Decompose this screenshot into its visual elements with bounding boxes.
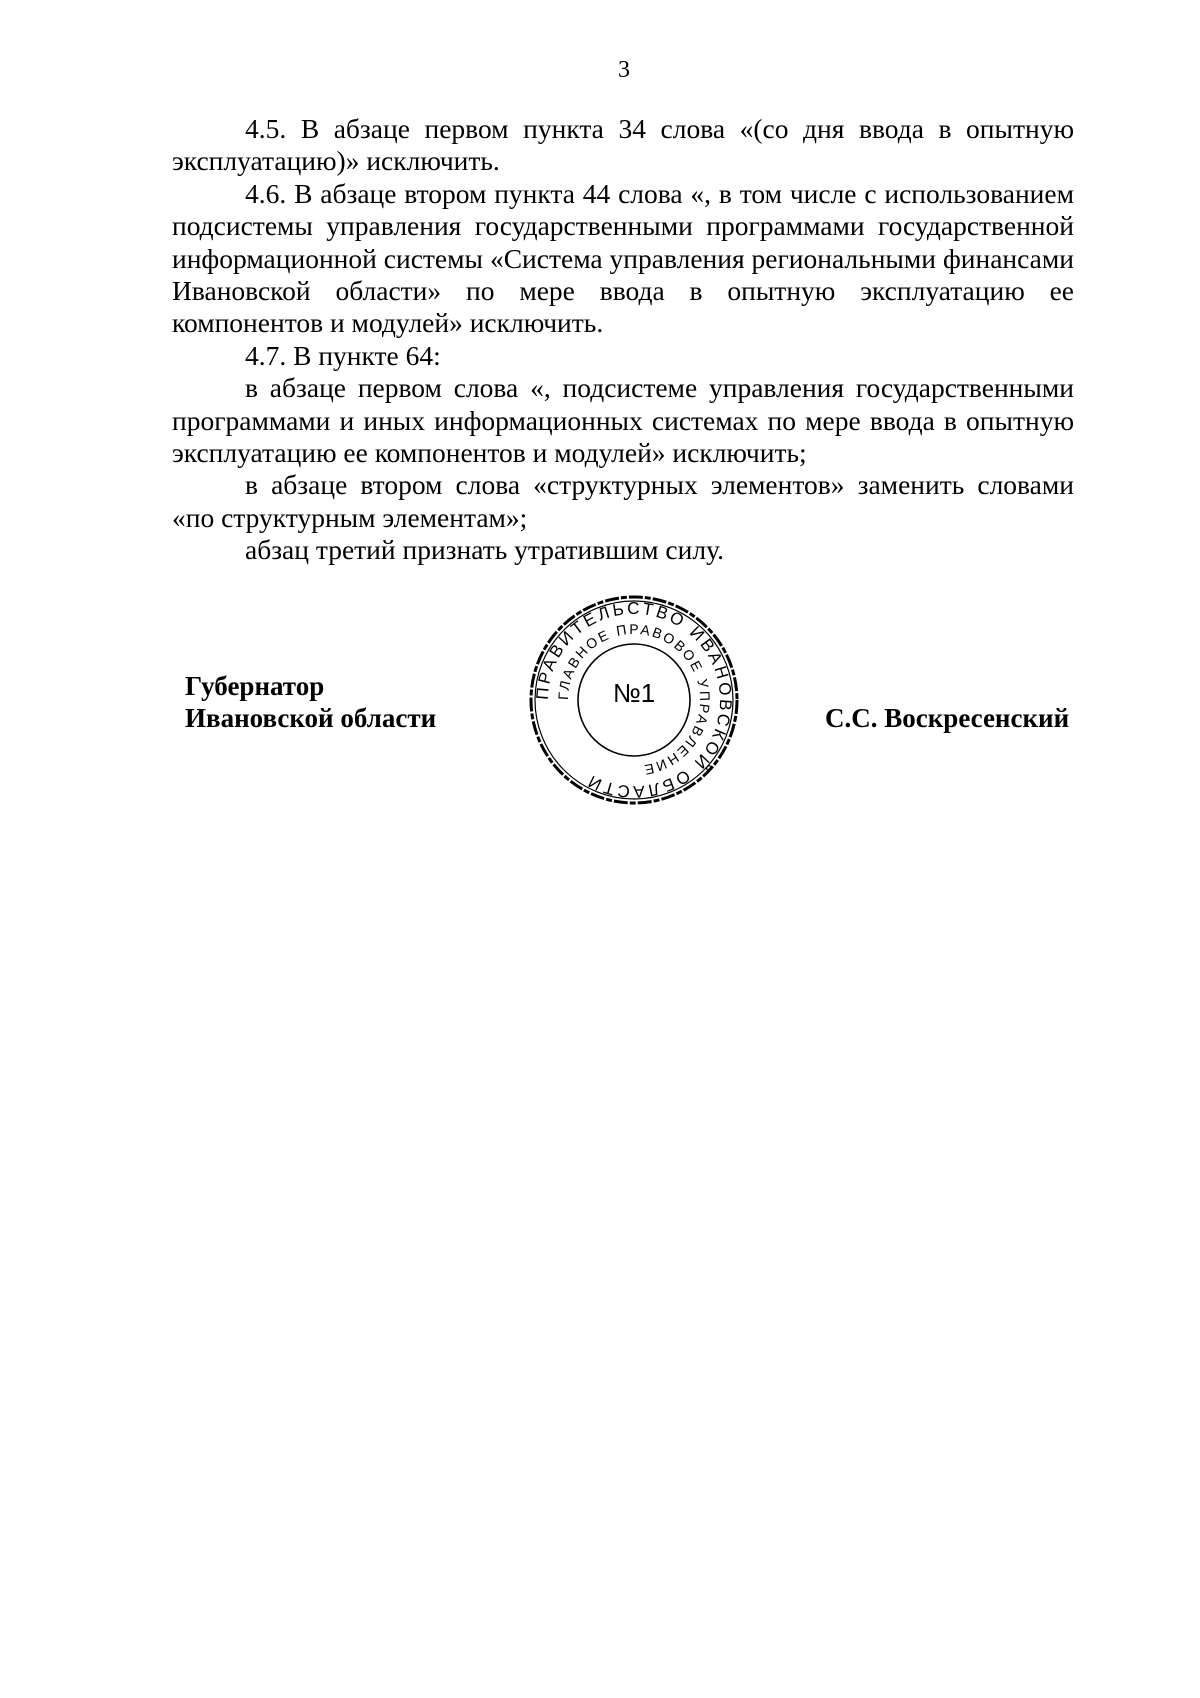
page-number: 3	[618, 57, 630, 83]
stamp-inner-text: ГЛАВНОЕ ПРАВОВОЕ УПРАВЛЕНИЕ	[554, 620, 714, 779]
signatory-region: Ивановской области	[185, 703, 437, 733]
signatory-title: Губернатор	[185, 671, 325, 701]
stamp-outer-text: ПРАВИТЕЛЬСТВО ИВАНОВСКОЙ ОБЛАСТИ	[532, 598, 736, 802]
paragraph-4-7-item-2: в абзаце втором слова «структурных элементов» заменить словами «по структурным элементам»;	[172, 469, 1074, 533]
paragraph-4-7-item-1: в абзаце первом слова «, подсистеме управления государственными программами и иных информационных системах по мере ввода в опытную эксплуатацию ее компонентов и модулей» исключить;	[172, 372, 1074, 469]
signatory-name: С.С. Воскресенский	[825, 703, 1070, 733]
stamp-center-number: №1	[612, 678, 656, 708]
paragraph-4-6: 4.6. В абзаце втором пункта 44 слова «, в том числе с использованием подсистемы управления государственными программами государственной информационной системы «Система управления региональными финансами Ивановской области» по мере ввода в опытную эксплуатацию ее компонентов и модулей» исключить.	[172, 177, 1074, 339]
document-body	[172, 113, 1074, 567]
paragraph-4-5: 4.5. В абзаце первом пункта 34 слова «(со дня ввода в опытную эксплуатацию)» исключить.	[172, 113, 1074, 177]
official-stamp	[526, 592, 742, 808]
paragraph-4-7-item-3: абзац третий признать утратившим силу.	[245, 534, 724, 566]
signatory-position	[185, 670, 436, 734]
paragraph-4-7: 4.7. В пункте 64:	[245, 339, 441, 371]
